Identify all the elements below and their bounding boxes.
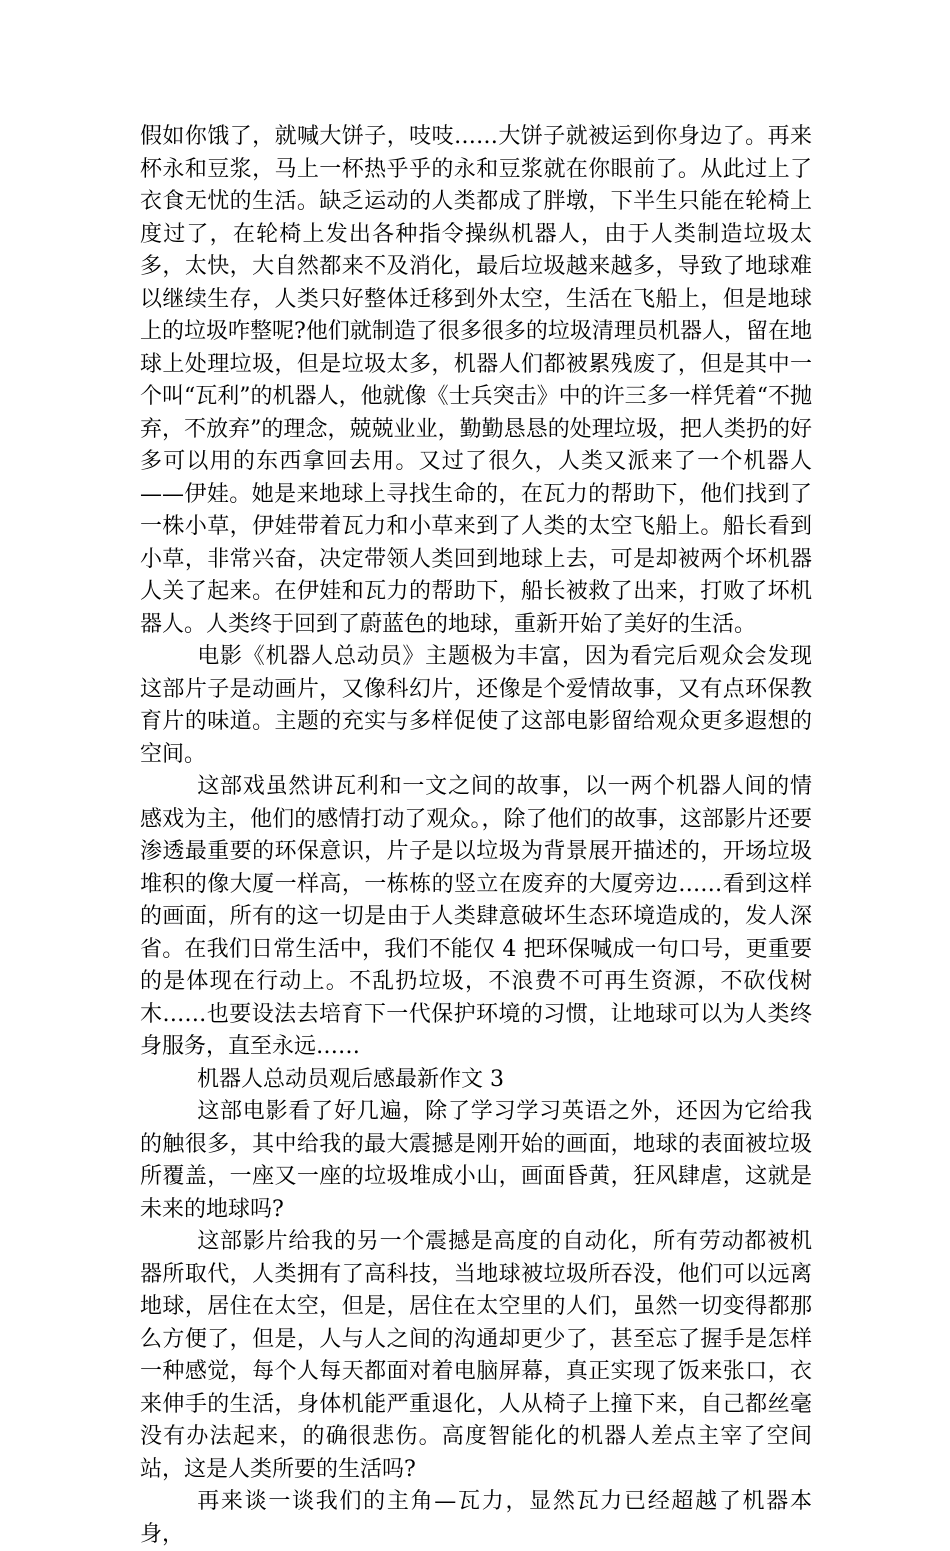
paragraph-environment: 这部戏虽然讲瓦利和一文之间的故事，以一两个机器人间的情感戏为主，他们的感情打动了观众。，除了他们的故事，这部影片还要渗透最重要的环保意识，片子是以垃圾为背景展开描述的，开场垃圾堆积的像大厦一样高，一栋栋的竖立在废弃的大厦旁边……看到这样的画面，所有的这一切是由于人类肆意破坏生态环境造成的，发人深省。在我们日常生活中，我们不能仅 4 把环保喊成一句口号，更重要的是体现在行动上。不乱扔垃圾，不浪费不可再生资源，不砍伐树木……也要设法去培育下一代保护环境的习惯，让地球可以为人类终身服务，直至永远…… [140,774,812,1059]
paragraph-story-summary: 假如你饿了，就喊大饼子，吱吱……大饼子就被运到你身边了。再来杯永和豆浆，马上一杯热乎乎的永和豆浆就在你眼前了。从此过上了衣食无忧的生活。缺乏运动的人类都成了胖墩，下半生只能在轮椅上度过了，在轮椅上发出各种指令操纵机器人，由于人类制造垃圾太多，太快，大自然都来不及消化，最后垃圾越来越多，导致了地球难以继续生存，人类只好整体迁移到外太空，生活在飞船上，但是地球上的垃圾咋整呢?他们就制造了很多很多的垃圾清理员机器人，留在地球上处理垃圾，但是垃圾太多，机器人们都被累残废了，但是其中一个叫“瓦利”的机器人，他就像《士兵突击》中的许三多一样凭着“不抛弃，不放弃”的理念，兢兢业业，勤勤恳恳的处理垃圾，把人类扔的好多可以用的东西拿回去用。又过了很久，人类又派来了一个机器人——伊娃。她是来地球上寻找生命的，在瓦力的帮助下，他们找到了一株小草，伊娃带着瓦力和小草来到了人类的太空飞船上。船长看到小草，非常兴奋，决定带领人类回到地球上去，可是却被两个坏机器人关了起来。在伊娃和瓦力的帮助下，船长被救了出来，打败了坏机器人。人类终于回到了蔚蓝色的地球，重新开始了美好的生活。 [140,124,812,637]
paragraph-wall-e: 再来谈一谈我们的主角—瓦力，显然瓦力已经超越了机器本身， [140,1489,812,1547]
section-heading: 机器人总动员观后感最新作文 3 [197,1066,504,1092]
paragraph-first-impression: 这部电影看了好几遍，除了学习学习英语之外，还因为它给我的触很多，其中给我的最大震撼是刚开始的画面，地球的表面被垃圾所覆盖，一座又一座的垃圾堆成小山，画面昏黄，狂风肆虐，这就是未来的地球吗? [140,1099,812,1222]
paragraph-automation: 这部影片给我的另一个震撼是高度的自动化，所有劳动都被机器所取代，人类拥有了高科技，当地球被垃圾所吞没，他们可以远离地球，居住在太空，但是，居住在太空里的人们，虽然一切变得都那么方便了，但是，人与人之间的沟通却更少了，甚至忘了握手是怎样一种感觉，每个人每天都面对着电脑屏幕，真正实现了饭来张口，衣来伸手的生活，身体机能严重退化，人从椅子上撞下来，自己都丝毫没有办法起来，的确很悲伤。高度智能化的机器人差点主宰了空间站，这是人类所要的生活吗? [140,1229,812,1482]
paragraph-theme: 电影《机器人总动员》主题极为丰富，因为看完后观众会发现这部片子是动画片，又像科幻片，还像是个爱情故事，又有点环保教育片的味道。主题的充实与多样促使了这部电影留给观众更多遐想的空间。 [140,644,812,767]
document-page [140,121,812,1551]
